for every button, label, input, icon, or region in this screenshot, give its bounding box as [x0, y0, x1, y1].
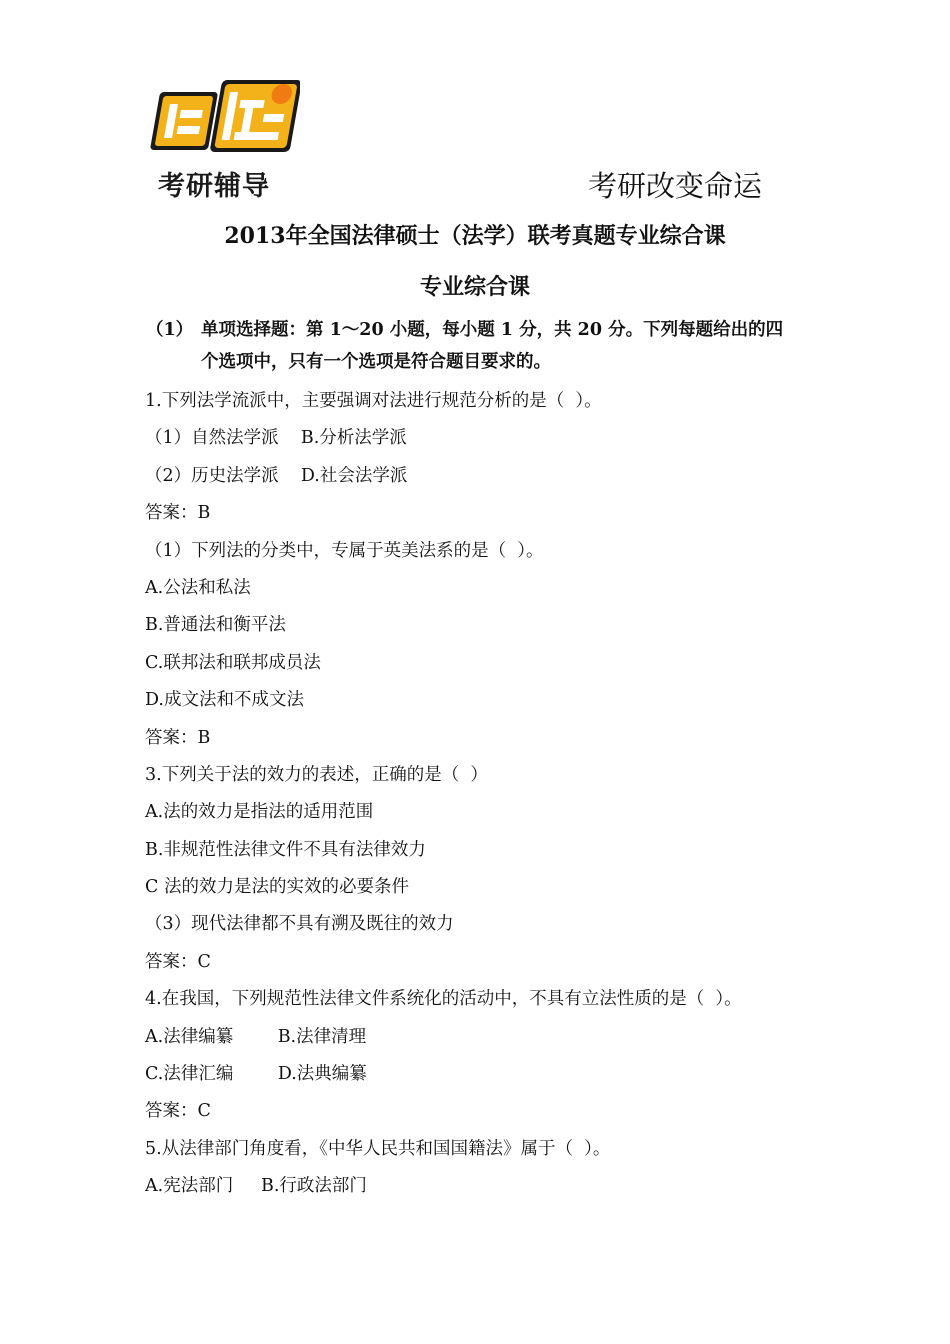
logo-caption: 考研辅导 [158, 171, 270, 202]
section-instruction-line: 个选项中，只有一个选项是符合题目要求的。 [201, 352, 551, 372]
kaicheng-logo-mark [150, 70, 300, 160]
text-line: D.成文法和不成文法 [145, 690, 304, 711]
kaicheng-logo [150, 70, 300, 200]
text-line: C.法律汇编 D.法典编纂 [145, 1064, 367, 1085]
text-line: （3）现代法律都不具有溯及既往的效力 [145, 914, 454, 935]
text-line: （1）自然法学派 B.分析法学派 [145, 428, 407, 449]
text-line: （1）下列法的分类中，专属于英美法系的是（ ）。 [145, 540, 544, 561]
text-line: 4.在我国，下列规范性法律文件系统化的活动中，不具有立法性质的是（ ）。 [145, 989, 742, 1010]
slogan: 考研改变命运 [588, 169, 763, 203]
text-line: 答案：C [145, 951, 211, 972]
section-number: （1） [146, 320, 194, 340]
text-line: A.宪法部门 B.行政法部门 [145, 1176, 367, 1197]
page-title: 2013年全国法律硕士（法学）联考真题专业综合课 [224, 223, 726, 249]
text-line: 5.从法律部门角度看，《中华人民共和国国籍法》属于（ ）。 [145, 1138, 611, 1159]
text-line: 3.下列关于法的效力的表述，正确的是（ ） [145, 764, 488, 785]
text-line: A.法律编纂 B.法律清理 [145, 1026, 367, 1047]
text-line: 答案：C [145, 1101, 211, 1122]
text-line: （2）历史法学派 D.社会法学派 [145, 465, 408, 486]
text-line: 答案：B [145, 727, 211, 748]
section-instruction-line: 单项选择题：第 1～20 小题，每小题 1 分，共 20 分。下列每题给出的四 [201, 320, 784, 340]
text-line: C.联邦法和联邦成员法 [145, 652, 321, 673]
text-line: 答案：B [145, 503, 211, 524]
text-line: A.法的效力是指法的适用范围 [145, 802, 374, 823]
text-line: B.非规范性法律文件不具有法律效力 [145, 839, 426, 860]
text-line: B.普通法和衡平法 [145, 615, 286, 636]
text-line: A.公法和私法 [145, 577, 251, 598]
text-line: 1.下列法学流派中，主要强调对法进行规范分析的是（ ）。 [145, 391, 602, 411]
question-list [145, 386, 825, 1209]
page-subtitle: 专业综合课 [419, 274, 530, 300]
text-line: C 法的效力是法的实效的必要条件 [145, 877, 409, 898]
